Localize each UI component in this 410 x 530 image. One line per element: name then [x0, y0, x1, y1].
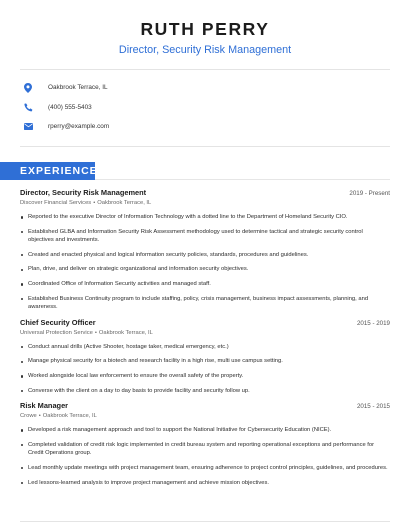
bullet-item: Created and enacted physical and logical information security policies, standards, procedures and guidelines. [20, 251, 390, 260]
job-header [20, 318, 390, 329]
location-text: Oakbrook Terrace, IL [48, 84, 108, 91]
resume-header [0, 19, 410, 57]
bullet-item: Manage physical security for a biotech and research facility in a high rise, multi use campus setting. [20, 357, 390, 366]
email-text: rperry@example.com [48, 123, 110, 130]
contact-location [20, 78, 390, 97]
bullet-item: Worked alongside local law enforcement to ensure the overall safety of the property. [20, 372, 390, 381]
job-entry [20, 188, 390, 312]
job-entry [20, 318, 390, 395]
phone-icon [23, 102, 33, 112]
bullet-item: Converse with the client on a day to day basis to provide facility and security follow up. [20, 387, 390, 396]
phone-text: (400) 555-5403 [48, 103, 92, 111]
job-company: Crowe [20, 413, 37, 420]
job-title: Risk Manager [20, 401, 69, 411]
job-dates: 2015 - 2015 [356, 403, 390, 411]
section-heading-experience: EXPERIENCE [0, 162, 95, 180]
envelope-icon [23, 122, 33, 132]
job-location: Oakbrook Terrace, IL [98, 329, 153, 336]
bullet-item: Completed validation of credit risk logic implemented in credit bureau system and reporting operational exceptions and performance for Credit Operations group. [20, 441, 390, 458]
job-dates: 2015 - 2019 [356, 319, 390, 327]
map-pin-icon [23, 83, 33, 93]
job-company: Discover Financial Services [20, 200, 92, 206]
job-company-line [20, 413, 390, 423]
job-location: Oakbrook Terrace, IL [42, 413, 97, 420]
job-company-line [20, 330, 390, 340]
bullet-item: Established GLBA and Information Security Risk Assessment methodology used to determine tactical and strategic security control objectives and investments. [20, 228, 390, 245]
job-location: Oakbrook Terrace, IL [97, 200, 152, 206]
contact-email [20, 117, 390, 136]
bullet-item: Established Business Continuity program to include staffing, policy, crisis management, business impact assessments, planning, and awareness. [20, 295, 390, 312]
job-bullets [20, 426, 390, 487]
bullet-item: Led lessons-learned analysis to improve project management and achieve mission objectives. [20, 479, 390, 488]
separator-dot: • [94, 329, 97, 336]
separator-dot: • [93, 200, 96, 206]
section-rule [95, 179, 390, 180]
bullet-item: Plan, drive, and deliver on strategic organizational and information security objectives. [20, 265, 390, 274]
job-header [20, 188, 390, 199]
bullet-item: Coordinated Office of Information Security activities and managed staff. [20, 280, 390, 289]
divider [20, 146, 390, 147]
job-dates: 2019 - Present [349, 190, 390, 197]
bullet-item: Reported to the executive Director of Information Technology with a dotted line to the Department of Homeland Security CIO. [20, 213, 390, 222]
job-title: Director, Security Risk Management [20, 188, 147, 197]
candidate-title: Director, Security Risk Management [118, 44, 292, 56]
divider [20, 69, 390, 70]
divider [20, 521, 390, 522]
contact-phone [20, 98, 390, 117]
bullet-item: Developed a risk management approach and tool to support the National Initiative for Cybersecurity Education (NICE). [20, 426, 390, 435]
job-bullets [20, 343, 390, 395]
job-company-line [20, 200, 390, 210]
job-entry [20, 401, 390, 487]
job-bullets [20, 213, 390, 312]
job-company: Universal Protection Service [20, 329, 93, 336]
contact-info [20, 78, 390, 137]
job-title: Chief Security Officer [20, 317, 96, 327]
bullet-item: Lead monthly update meetings with project management team, ensuring adherence to project control principles, guidelines, and procedures. [20, 464, 390, 473]
bullet-item: Conduct annual drills (Active Shooter, hostage taker, medical emergency, etc.) [20, 343, 390, 352]
candidate-name: RUTH PERRY [140, 19, 270, 39]
experience-list [20, 188, 390, 493]
separator-dot: • [38, 413, 41, 420]
job-header [20, 401, 390, 412]
